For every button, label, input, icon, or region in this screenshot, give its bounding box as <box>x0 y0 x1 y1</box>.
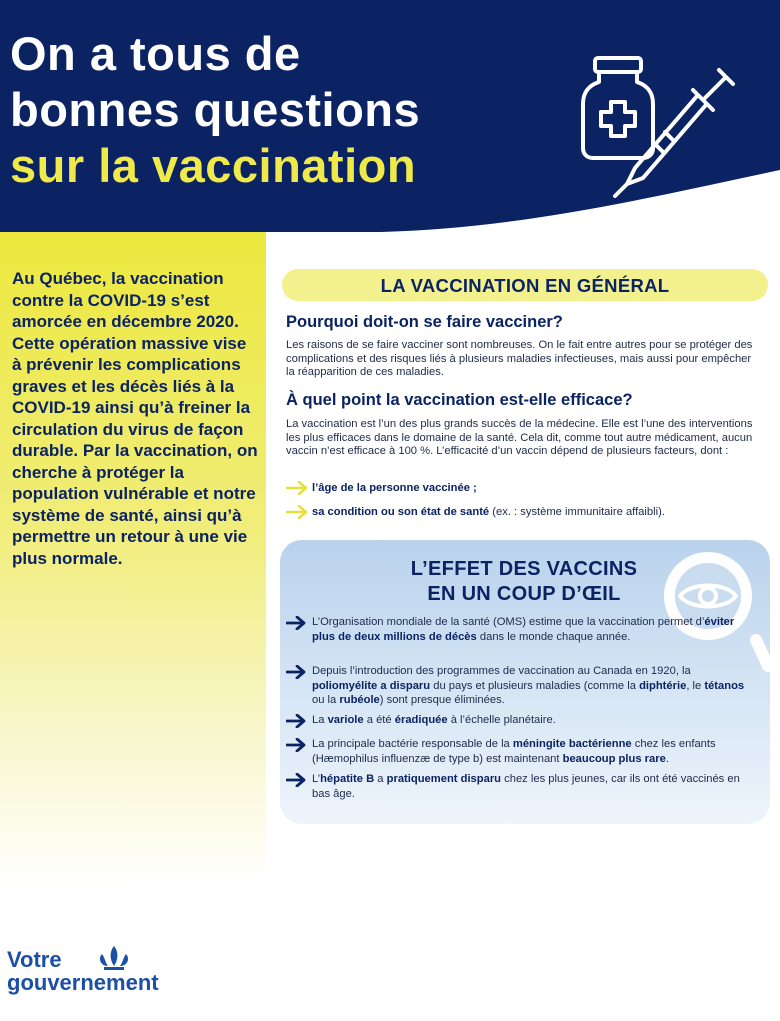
effect-text: L’ <box>312 773 321 785</box>
effect-text: . <box>665 752 669 765</box>
effect-text: ) sont presque éliminées. <box>379 694 505 706</box>
effect-text: a été <box>363 714 395 726</box>
effect-text: ou la <box>312 694 340 706</box>
intro-text: Au Québec, la vaccination contre la COVID-19 s’est amorcée en décembre 2020. Cette opération massive vise à prévenir les complications graves et les décès liés à la COVID-19 ainsi qu’à freiner la circulation du virus de façon durable. Par la vaccination, on cherche à protéger la population vulnérable et notre système de santé, ainsi qu’à permettre un retour à une vie plus normale. <box>12 269 258 568</box>
answer-why-vaccinate: Les raisons de se faire vacciner sont nombreuses. On le fait entre autres pour se protéger des complications et des risques liés à plusieurs maladies infectieuses, mais aussi pour empêcher la réapparition de ces maladies. <box>286 339 753 378</box>
list-item <box>286 772 756 801</box>
navy-arrow-icon <box>286 616 306 630</box>
fleur-de-lis-icon <box>96 944 132 974</box>
navy-arrow-icon <box>286 714 306 728</box>
effect-highlight: hépatite B <box>320 773 375 785</box>
effect-highlight: poliomyélite a disparu <box>312 679 431 692</box>
effect-text: La principale bactérie responsable de la <box>312 738 513 750</box>
list-item <box>286 664 756 708</box>
factor-age: l’âge de la personne vaccinée ; <box>312 482 477 494</box>
list-item <box>286 737 756 766</box>
effect-text: a <box>374 773 387 785</box>
factor-health-rest: (ex. : système immunitaire affaibli). <box>489 506 665 518</box>
header-banner <box>0 0 780 240</box>
magnifier-eye-icon <box>660 548 772 672</box>
effect-highlight: éviter plus de deux millions de décès <box>312 616 735 643</box>
effect-text: à l’échelle planétaire. <box>447 714 556 726</box>
list-item <box>286 615 756 644</box>
factor-health-bold: sa condition ou son état de santé <box>312 506 490 518</box>
page-title <box>10 26 420 194</box>
effects-title-line-2: EN UN COUP D’ŒIL <box>427 583 621 605</box>
effect-highlight: pratiquement disparu <box>386 773 502 785</box>
effect-text: Depuis l’introduction des programmes de vaccination au Canada en 1920, la <box>312 665 691 677</box>
list-item <box>286 713 756 728</box>
title-line-1: On a tous de <box>10 27 301 80</box>
effect-highlight: diphtérie <box>639 679 687 692</box>
question-efficacy: À quel point la vaccination est-elle efficace? <box>286 391 633 409</box>
effect-text: , le <box>686 679 705 692</box>
section-heading-general: LA VACCINATION EN GÉNÉRAL <box>282 269 768 301</box>
yellow-arrow-icon <box>286 505 308 519</box>
effect-highlight: variole <box>327 714 364 726</box>
effect-text: La <box>312 714 328 726</box>
effects-title <box>364 557 684 607</box>
effect-text: dans le monde chaque année. <box>476 630 631 643</box>
title-line-2: bonnes questions <box>10 83 421 136</box>
effect-highlight: beaucoup plus rare <box>562 752 666 765</box>
logo-line-2: gouvernement <box>7 970 159 995</box>
effect-highlight: tétanos <box>704 679 745 692</box>
effects-title-line-1: L’EFFET DES VACCINS <box>410 558 638 580</box>
yellow-arrow-icon <box>286 481 308 495</box>
title-line-3: sur la vaccination <box>10 139 417 192</box>
list-item <box>286 481 477 495</box>
vaccine-syringe-icon <box>575 56 735 206</box>
list-item <box>286 505 665 519</box>
effect-highlight: méningite bactérienne <box>512 738 632 750</box>
question-why-vaccinate: Pourquoi doit-on se faire vacciner? <box>286 313 563 331</box>
navy-arrow-icon <box>286 665 306 679</box>
effect-text: chez les enfants (Hæmophilus influenzæ de type b) est maintenant <box>312 738 716 765</box>
navy-arrow-icon <box>286 773 306 787</box>
effect-highlight: rubéole <box>339 694 380 706</box>
effect-text: chez les plus jeunes, car ils ont été vaccinés en bas âge. <box>312 773 740 800</box>
effect-highlight: éradiquée <box>394 714 448 726</box>
logo-line-1: Votre <box>7 947 62 972</box>
navy-arrow-icon <box>286 738 306 752</box>
effect-text: du pays et plusieurs maladies (comme la <box>430 679 640 692</box>
government-logo <box>7 948 159 994</box>
answer-efficacy: La vaccination est l’un des plus grands succès de la médecine. Elle est l’une des interventions les plus efficaces dans le domaine de la santé. Cela dit, comme tout autre médicament, aucun vaccin n’est efficace à 100 %. L’efficacité d’un vaccin dépend de plusieurs facteurs, dont : <box>286 418 753 457</box>
effect-text: L’Organisation mondiale de la santé (OMS) estime que la vaccination permet d’ <box>312 616 705 628</box>
